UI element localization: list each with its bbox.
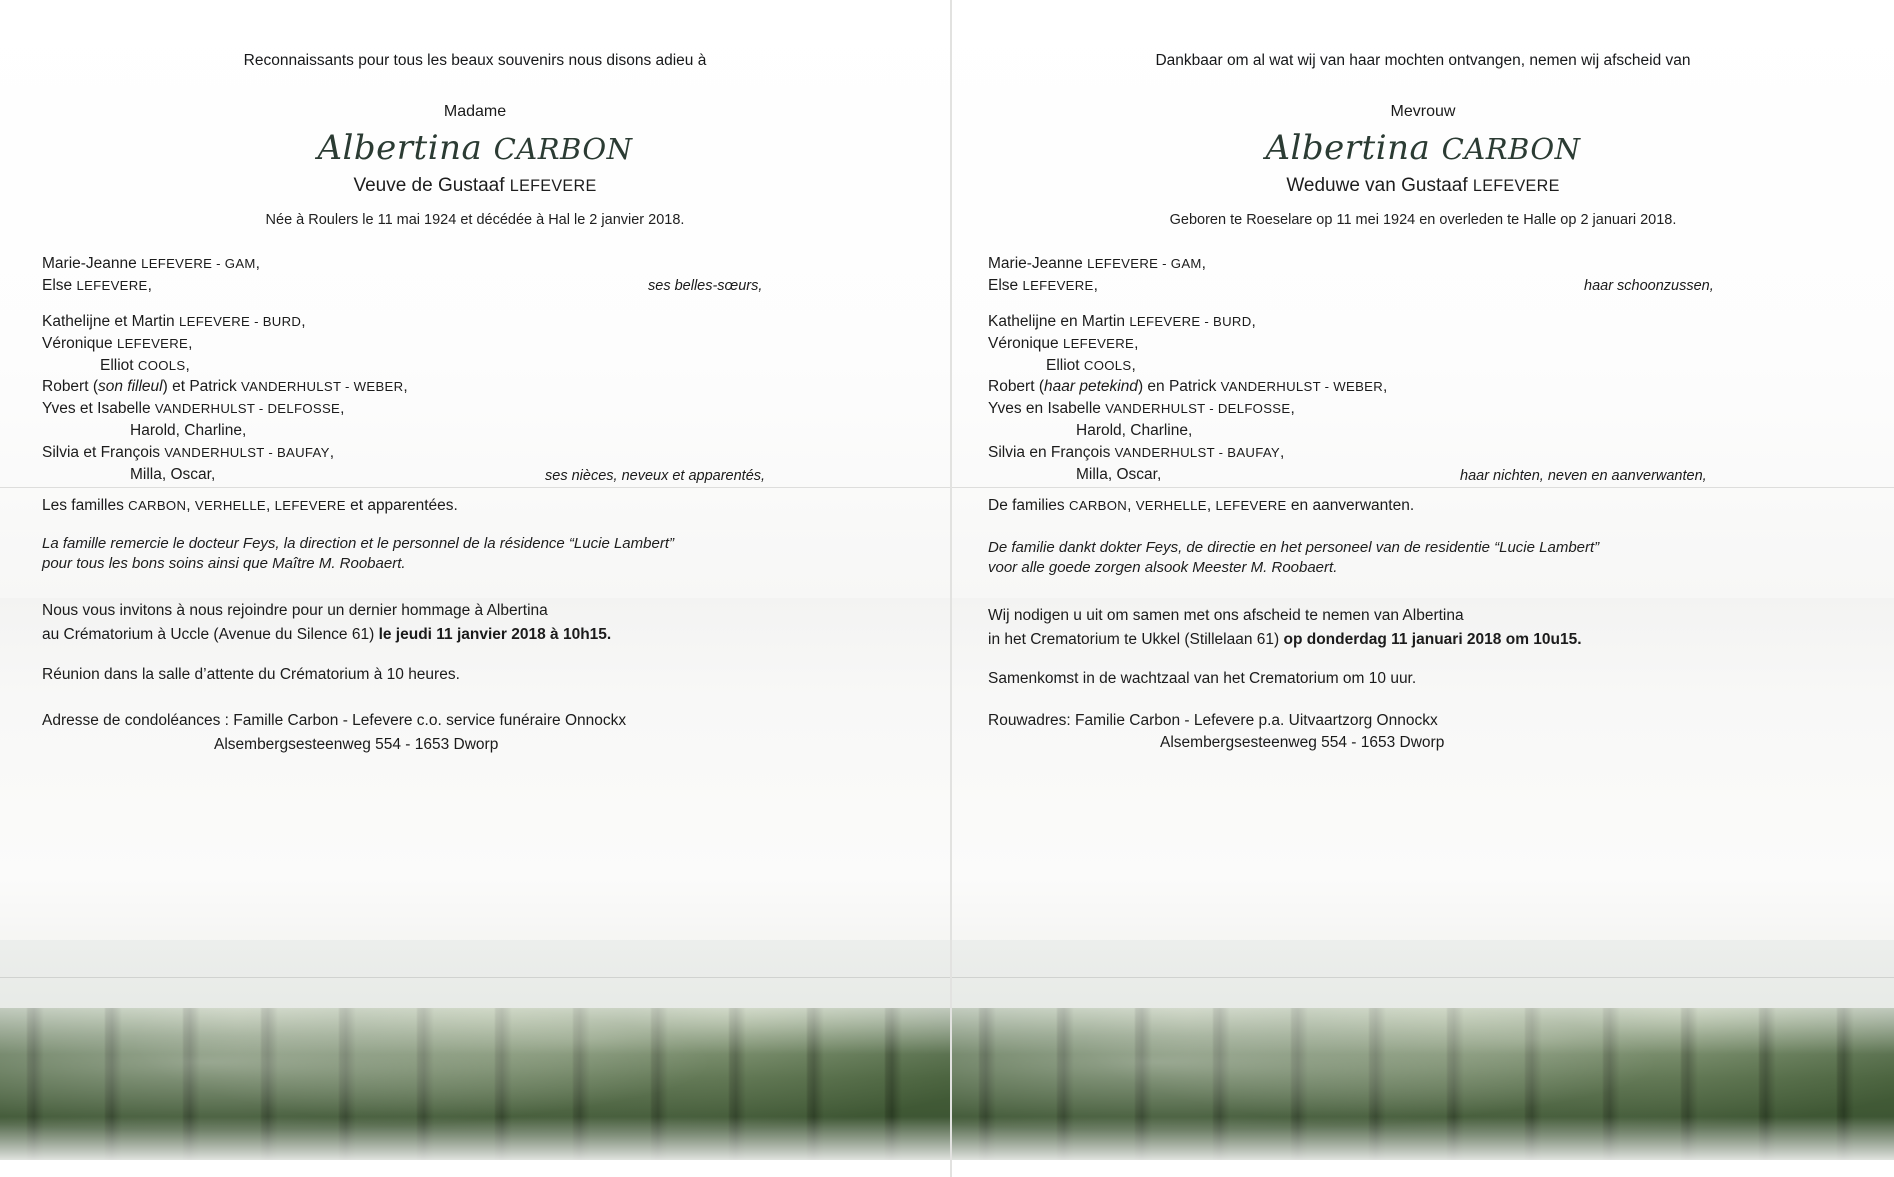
family-line-fr-5-caps: COOLS <box>137 358 186 373</box>
family-line-nl-2-prefix: Else <box>988 277 1023 294</box>
family-line-fr-5 <box>100 356 190 377</box>
families-sep-1-fr: , <box>186 497 195 514</box>
family-line-nl-6-italic: haar petekind <box>1044 378 1138 395</box>
families-line-fr <box>42 496 458 517</box>
family-line-fr-1 <box>42 254 260 275</box>
photo-bottom-margin-left <box>0 1160 950 1177</box>
families-sep-2-fr: , <box>266 497 275 514</box>
family-line-nl-4-suffix: , <box>1134 335 1139 352</box>
relation-label-nl-2: haar nichten, neven en aanverwanten, <box>1460 468 1707 484</box>
relation-label-nl-1: haar schoonzussen, <box>1584 278 1714 294</box>
family-line-nl-6-suffix: , <box>1383 378 1388 395</box>
families-caps-1-fr: CARBON <box>128 498 187 513</box>
deceased-name-fr <box>0 128 950 168</box>
families-prefix-fr: Les familles <box>42 497 129 514</box>
invitation-datetime-fr: le jeudi 11 janvier 2018 à 10h15. <box>378 626 612 643</box>
deceased-name-nl <box>952 128 1894 168</box>
families-caps-3-fr: LEFEVERE <box>274 498 346 513</box>
family-line-nl-6-mid: ) en Patrick <box>1137 378 1221 395</box>
honorific-fr: Madame <box>443 103 507 120</box>
families-caps-2-fr: VERHELLE <box>194 498 267 513</box>
family-line-fr-4-caps: LEFEVERE <box>116 336 189 351</box>
invitation-line-nl-2 <box>988 630 1582 651</box>
family-line-fr-2-caps: LEFEVERE <box>76 278 148 293</box>
family-line-nl-1-suffix: , <box>1201 255 1206 272</box>
families-sep-1-nl: , <box>1127 497 1136 514</box>
family-line-fr-5-prefix: Elliot <box>100 357 138 374</box>
family-line-nl-3-suffix: , <box>1251 313 1256 330</box>
family-line-nl-10: Milla, Oscar, <box>1076 466 1162 483</box>
gathering-line-fr: Réunion dans la salle d’attente du Crématorium à 10 heures. <box>42 666 460 683</box>
forest-photo-fade-left <box>0 1008 950 1163</box>
family-line-fr-4-prefix: Véronique <box>42 335 117 352</box>
spouse-prefix-nl: Weduwe van Gustaaf <box>1286 175 1473 196</box>
family-line-nl-6-caps: VANDERHULST - WEBER <box>1220 379 1384 394</box>
thanks-line-fr-1: La famille remercie le docteur Feys, la direction et le personnel de la résidence “Lucie Lambert” <box>42 535 674 552</box>
invitation-place-nl: in het Crematorium te Ukkel (Stillelaan 61) <box>988 631 1284 648</box>
family-line-nl-1-prefix: Marie-Jeanne <box>988 255 1088 272</box>
honorific-nl: Mevrouw <box>1390 103 1456 120</box>
family-line-fr-3 <box>42 312 306 333</box>
memorial-card-dutch <box>952 0 1894 1177</box>
spouse-prefix-fr: Veuve de Gustaaf <box>353 175 510 196</box>
family-line-fr-6-caps: VANDERHULST - WEBER <box>241 379 404 394</box>
spouse-line-nl <box>952 175 1894 197</box>
family-line-fr-1-caps: LEFEVERE - GAM <box>141 256 256 271</box>
condolence-address-fr-1: Adresse de condoléances : Famille Carbon - Lefevere c.o. service funéraire Onnockx <box>42 712 627 729</box>
family-line-nl-7 <box>988 399 1295 420</box>
paper-band-middle-left <box>0 598 950 998</box>
family-line-fr-9-prefix: Silvia et François <box>42 444 165 461</box>
family-line-nl-4-caps: LEFEVERE <box>1062 336 1135 351</box>
spouse-name-nl: LEFEVERE <box>1472 177 1560 195</box>
family-line-nl-2 <box>988 276 1098 297</box>
family-line-nl-1 <box>988 254 1206 275</box>
invitation-datetime-nl: op donderdag 11 januari 2018 om 10u15. <box>1283 631 1582 648</box>
family-line-nl-3-prefix: Kathelijne en Martin <box>988 313 1130 330</box>
family-line-fr-7-prefix: Yves et Isabelle <box>42 400 155 417</box>
family-line-fr-6-italic: son filleul <box>98 378 163 395</box>
intro-line-fr: Reconnaissants pour tous les beaux souvenirs nous disons adieu à <box>243 52 707 69</box>
family-line-nl-9-suffix: , <box>1280 444 1285 461</box>
invitation-line-fr-2 <box>42 625 611 646</box>
families-caps-3-nl: LEFEVERE <box>1215 498 1287 513</box>
forest-photo-fade-right <box>952 1008 1894 1163</box>
family-line-fr-2-suffix: , <box>147 277 152 294</box>
invitation-place-fr: au Crématorium à Uccle (Avenue du Silence 61) <box>42 626 379 643</box>
condolence-address-nl-2: Alsembergsesteenweg 554 - 1653 Dworp <box>1160 734 1445 751</box>
spouse-line-fr <box>0 175 950 197</box>
thanks-line-fr-2: pour tous les bons soins ainsi que Maître M. Roobaert. <box>42 555 406 572</box>
family-line-fr-3-prefix: Kathelijne et Martin <box>42 313 179 330</box>
family-line-nl-5-caps: COOLS <box>1083 358 1132 373</box>
family-line-fr-1-prefix: Marie-Jeanne <box>42 255 142 272</box>
birth-death-dates-nl: Geboren te Roeselare op 11 mei 1924 en overleden te Halle op 2 januari 2018. <box>1169 212 1677 228</box>
invitation-line-fr-1: Nous vous invitons à nous rejoindre pour un dernier hommage à Albertina <box>42 602 548 619</box>
fold-line-right-lower <box>952 977 1894 978</box>
thanks-line-nl-2: voor alle goede zorgen alsook Meester M. Roobaert. <box>988 559 1338 576</box>
family-line-fr-6 <box>42 377 408 398</box>
family-line-fr-9-suffix: , <box>329 444 335 461</box>
family-line-nl-9-prefix: Silvia en François <box>988 444 1115 461</box>
family-line-fr-7-caps: VANDERHULST - DELFOSSE <box>154 401 341 416</box>
family-line-fr-10: Milla, Oscar, <box>130 466 216 483</box>
families-line-nl <box>988 496 1414 517</box>
deceased-first-name-fr: Albertina <box>317 128 483 168</box>
family-line-nl-9 <box>988 443 1284 464</box>
family-line-nl-4 <box>988 334 1138 355</box>
families-caps-1-nl: CARBON <box>1068 498 1128 513</box>
family-line-fr-6-suffix: , <box>403 378 408 395</box>
families-caps-2-nl: VERHELLE <box>1135 498 1207 513</box>
family-line-nl-3 <box>988 312 1256 333</box>
family-line-nl-8: Harold, Charline, <box>1076 422 1193 439</box>
gathering-line-nl: Samenkomst in de wachtzaal van het Crematorium om 10 uur. <box>988 670 1417 687</box>
family-line-nl-7-suffix: , <box>1290 400 1295 417</box>
families-sep-2-nl: , <box>1206 497 1216 514</box>
family-line-fr-2 <box>42 276 152 297</box>
family-line-fr-6-mid: ) et Patrick <box>162 378 242 395</box>
fold-line-left-lower <box>0 977 950 978</box>
family-line-nl-4-prefix: Véronique <box>988 335 1063 352</box>
family-line-fr-6-prefix: Robert ( <box>42 378 98 395</box>
families-suffix-fr: et apparentées. <box>345 497 458 514</box>
birth-death-dates-fr: Née à Roulers le 11 mai 1924 et décédée à Hal le 2 janvier 2018. <box>265 212 685 228</box>
spouse-name-fr: LEFEVERE <box>509 177 597 195</box>
family-line-nl-2-suffix: , <box>1093 277 1098 294</box>
family-line-nl-6-prefix: Robert ( <box>988 378 1044 395</box>
family-line-fr-9-caps: VANDERHULST - BAUFAY <box>164 445 330 460</box>
family-line-fr-4-suffix: , <box>188 335 193 352</box>
family-line-nl-1-caps: LEFEVERE - GAM <box>1087 256 1202 271</box>
relation-label-fr-2: ses nièces, neveux et apparentés, <box>545 468 766 484</box>
families-suffix-nl: en aanverwanten. <box>1286 497 1415 514</box>
intro-line-nl: Dankbaar om al wat wij van haar mochten ontvangen, nemen wij afscheid van <box>1155 52 1691 69</box>
family-line-nl-3-caps: LEFEVERE - BURD <box>1129 314 1252 329</box>
families-prefix-nl: De families <box>988 497 1069 514</box>
forest-photo-right <box>952 1008 1894 1163</box>
fold-line-left-upper <box>0 487 950 488</box>
family-line-nl-7-caps: VANDERHULST - DELFOSSE <box>1105 401 1291 416</box>
thanks-line-nl-1: De familie dankt dokter Feys, de directie en het personeel van de residentie “Lucie Lambert” <box>988 539 1600 556</box>
family-line-fr-4 <box>42 334 192 355</box>
family-line-nl-5 <box>1046 356 1136 377</box>
family-line-fr-5-suffix: , <box>185 357 190 374</box>
family-line-fr-1-suffix: , <box>255 255 260 272</box>
family-line-fr-7-suffix: , <box>340 400 345 417</box>
family-line-nl-7-prefix: Yves en Isabelle <box>988 400 1106 417</box>
family-line-fr-8: Harold, Charline, <box>130 422 247 439</box>
family-line-fr-3-caps: LEFEVERE - BURD <box>179 314 302 329</box>
condolence-address-nl-1: Rouwadres: Familie Carbon - Lefevere p.a. Uitvaartzorg Onnockx <box>988 712 1438 729</box>
deceased-last-name-fr: CARBON <box>493 132 633 166</box>
relation-label-fr-1: ses belles-sœurs, <box>648 278 763 294</box>
family-line-fr-3-suffix: , <box>301 313 306 330</box>
family-line-fr-9 <box>42 443 334 464</box>
paper-band-middle-right <box>952 598 1894 998</box>
family-line-fr-2-prefix: Else <box>42 277 77 294</box>
family-line-fr-7 <box>42 399 344 420</box>
deceased-first-name-nl: Albertina <box>1265 128 1431 168</box>
condolence-address-fr-2: Alsembergsesteenweg 554 - 1653 Dworp <box>214 736 499 753</box>
family-line-nl-2-caps: LEFEVERE <box>1022 278 1094 293</box>
family-line-nl-5-suffix: , <box>1131 357 1136 374</box>
forest-photo-left <box>0 1008 950 1163</box>
family-line-nl-6 <box>988 377 1387 398</box>
family-line-nl-9-caps: VANDERHULST - BAUFAY <box>1114 445 1281 460</box>
invitation-line-nl-1: Wij nodigen u uit om samen met ons afscheid te nemen van Albertina <box>988 607 1464 624</box>
fold-line-right-upper <box>952 487 1894 488</box>
family-line-nl-5-prefix: Elliot <box>1046 357 1084 374</box>
photo-bottom-margin-right <box>952 1160 1894 1177</box>
deceased-last-name-nl: CARBON <box>1441 132 1581 166</box>
